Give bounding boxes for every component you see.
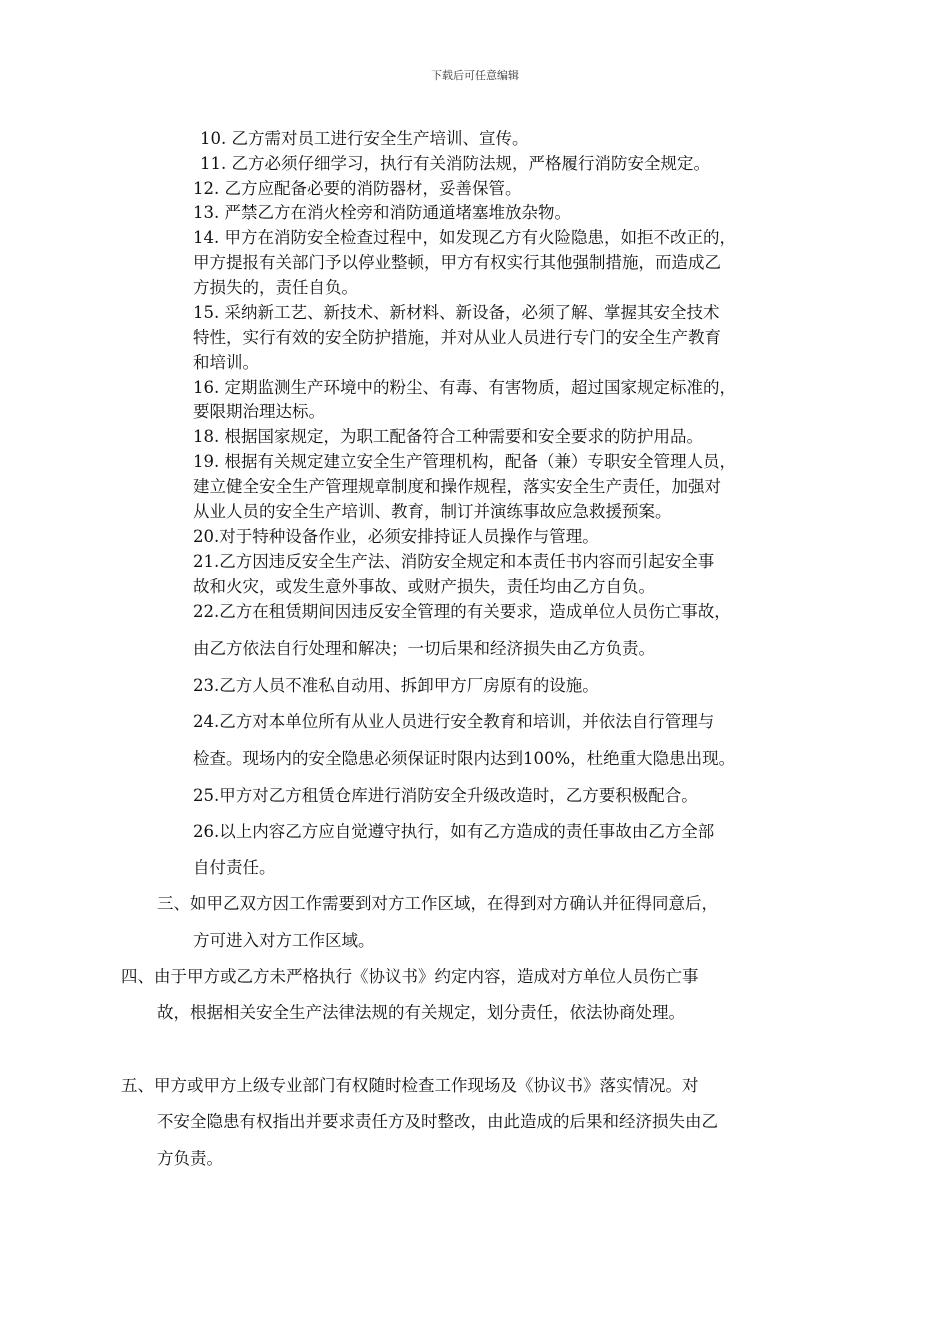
clause-26-line-2: 自付责任。 [193,858,276,877]
clause-19-line-3: 从业人员的安全生产培训、教育，制订并演练事故应急救援预案。 [193,502,672,521]
section-3-line-1: 三、如甲乙双方因工作需要到对方工作区域，在得到对方确认并征得同意后， [157,894,718,913]
section-5-line-1: 五、甲方或甲方上级专业部门有权随时检查工作现场及《协议书》落实情况。对 [121,1076,699,1095]
clause-25: 25.甲方对乙方租赁仓库进行消防安全升级改造时，乙方要积极配合。 [193,786,698,805]
clause-26-line-1: 26.以上内容乙方应自觉遵守执行，如有乙方造成的责任事故由乙方全部 [193,822,715,841]
clause-23: 23.乙方人员不准私自动用、拆卸甲方厂房原有的设施。 [193,676,599,695]
page-header: 下载后可任意编辑 [431,69,519,82]
clause-14-line-1: 14. 甲方在消防安全检查过程中，如发现乙方有火险隐患，如拒不改正的， [193,228,736,247]
clause-11: 11. 乙方必须仔细学习，执行有关消防法规，严格履行消防安全规定。 [200,154,710,173]
section-5-line-3: 方负责。 [157,1149,223,1168]
clause-21-line-2: 故和火灾，或发生意外事故、或财产损失，责任均由乙方自负。 [193,577,655,596]
clause-13: 13. 严禁乙方在消火栓旁和消防通道堵塞堆放杂物。 [193,203,571,222]
clause-14-line-3: 方损失的，责任自负。 [193,278,358,297]
clause-21-line-1: 21.乙方因违反安全生产法、消防安全规定和本责任书内容而引起安全事 [193,552,715,571]
clause-15-line-2: 特性，实行有效的安全防护措施，并对从业人员进行专门的安全生产教育 [193,328,721,347]
section-4-line-2: 故，根据相关安全生产法律法规的有关规定，划分责任，依法协商处理。 [157,1003,685,1022]
clause-19-line-1: 19. 根据有关规定建立安全生产管理机构，配备（兼）专职安全管理人员， [193,452,736,471]
clause-22-line-1: 22.乙方在租赁期间因违反安全管理的有关要求，造成单位人员伤亡事故， [193,602,731,621]
clause-16-line-2: 要限期治理达标。 [193,402,325,421]
clause-20: 20.对于特种设备作业，必须安排持证人员操作与管理。 [193,527,599,546]
clause-24-line-2: 检查。现场内的安全隐患必须保证时限内达到100%，杜绝重大隐患出现。 [193,749,736,768]
section-5-line-2: 不安全隐患有权指出并要求责任方及时整改，由此造成的后果和经济损失由乙 [157,1112,718,1131]
clause-22-line-2: 由乙方依法自行处理和解决；一切后果和经济损失由乙方负责。 [193,639,655,658]
clause-18: 18. 根据国家规定，为职工配备符合工种需要和安全要求的防护用品。 [193,427,703,446]
section-4-line-1: 四、由于甲方或乙方未严格执行《协议书》约定内容，造成对方单位人员伤亡事 [121,967,699,986]
clause-12: 12. 乙方应配备必要的消防器材，妥善保管。 [193,179,522,198]
clause-14-line-2: 甲方提报有关部门予以停业整顿，甲方有权实行其他强制措施，而造成乙 [193,253,721,272]
clause-15-line-3: 和培训。 [193,353,259,372]
section-3-line-2: 方可进入对方工作区域。 [193,931,375,950]
clause-16-line-1: 16. 定期监测生产环境中的粉尘、有毒、有害物质，超过国家规定标准的， [193,378,736,397]
clause-19-line-2: 建立健全安全生产管理规章制度和操作规程，落实安全生产责任，加强对 [193,477,721,496]
clause-10: 10. 乙方需对员工进行安全生产培训、宣传。 [200,129,529,148]
clause-15-line-1: 15. 采纳新工艺、新技术、新材料、新设备，必须了解、掌握其安全技术 [193,303,720,322]
clause-24-line-1: 24.乙方对本单位所有从业人员进行安全教育和培训，并依法自行管理与 [193,712,715,731]
